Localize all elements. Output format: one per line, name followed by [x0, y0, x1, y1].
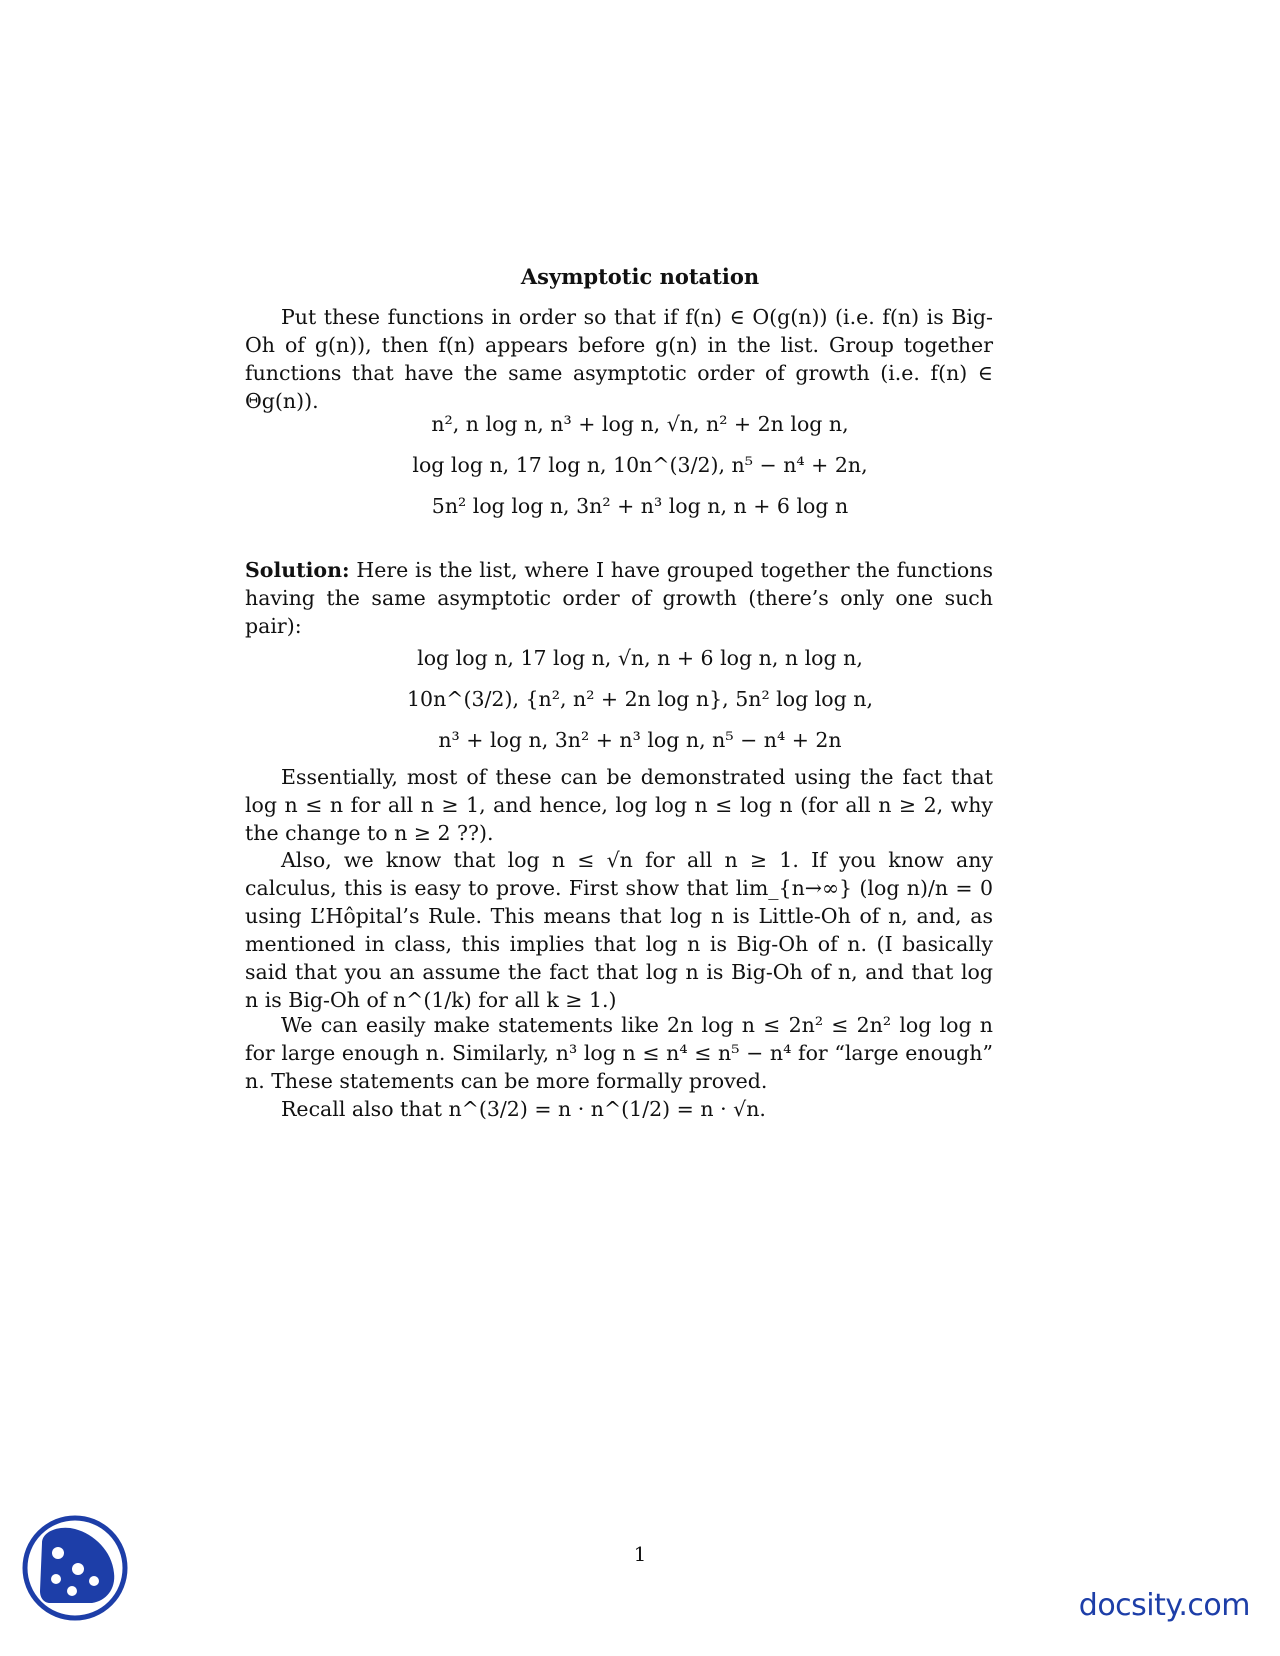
solution-line-3: n³ + log n, 3n² + n³ log n, n⁵ − n⁴ + 2n: [438, 728, 842, 752]
explanation-paragraph-3: We can easily make statements like 2n log n ≤ 2n² ≤ 2n² log log n for large enough n. Similarly, n³ log n ≤ n⁴ ≤ n⁵ − n⁴ for “large enough” n. These statements can be more formally proved.: [245, 1013, 993, 1093]
docsity-logo-icon: [20, 1513, 130, 1623]
intro-paragraph: Put these functions in order so that if f(n) ∈ O(g(n)) (i.e. f(n) is Big-Oh of g(n)), then f(n) appears before g(n) in the list. Group together functions that have the same asymptotic order of growth (i.e. f(n) ∈ Θg(n)).: [245, 305, 993, 413]
explanation-paragraph-2: Also, we know that log n ≤ √n for all n ≥ 1. If you know any calculus, this is easy to prove. First show that lim_{n→∞} (log n)/n = 0 using L’Hôpital’s Rule. This means that log n is Little-Oh of n, and, as mentioned in class, this implies that log n is Big-Oh of n. (I basically said that you an assume the fact that log n is Big-Oh of n, and that log n is Big-Oh of n^(1/k) for all k ≥ 1.): [245, 848, 993, 1012]
document-title: Asymptotic notation: [520, 264, 760, 289]
solution-line-2: 10n^(3/2), {n², n² + 2n log n}, 5n² log log n,: [407, 687, 873, 711]
problem-line-1: n², n log n, n³ + log n, √n, n² + 2n log n,: [431, 412, 849, 436]
page-number: 1: [633, 1542, 647, 1566]
solution-label: Solution:: [245, 558, 350, 582]
explanation-paragraph-1: Essentially, most of these can be demonstrated using the fact that log n ≤ n for all n ≥ 1, and hence, log log n ≤ log n (for all n ≥ 2, why the change to n ≥ 2 ??).: [245, 765, 993, 845]
solution-line-1: log log n, 17 log n, √n, n + 6 log n, n log n,: [417, 646, 863, 670]
problem-line-3: 5n² log log n, 3n² + n³ log n, n + 6 log n: [431, 494, 849, 518]
solution-paragraph: [245, 556, 993, 640]
solution-text: Here is the list, where I have grouped together the functions having the same asymptotic order of growth (there’s only one such pair):: [245, 558, 993, 638]
problem-line-2: log log n, 17 log n, 10n^(3/2), n⁵ − n⁴ + 2n,: [412, 453, 868, 477]
explanation-paragraph-4: Recall also that n^(3/2) = n · n^(1/2) = n · √n.: [281, 1097, 766, 1121]
problem-function-list: [0, 404, 1280, 527]
docsity-watermark-link[interactable]: docsity.com: [1078, 1588, 1250, 1623]
solution-function-list: [0, 638, 1280, 761]
